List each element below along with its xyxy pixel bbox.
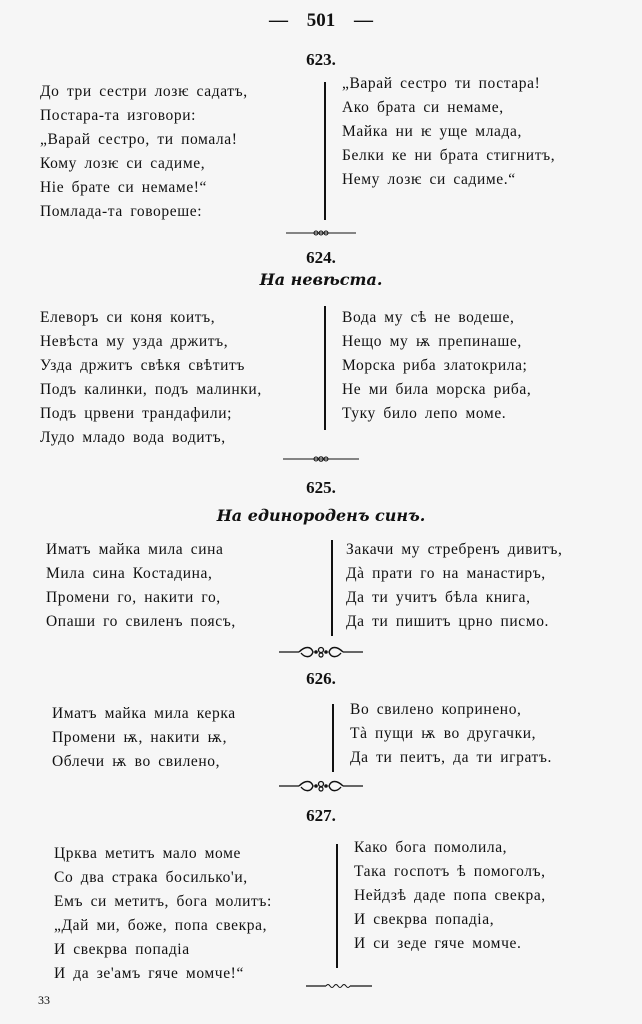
- verse-line: Не ми била морска риба,: [342, 381, 532, 398]
- poem-number: 627.: [306, 806, 336, 825]
- verse-line: Така госпотъ ѣ помоголъ,: [354, 863, 546, 880]
- verse-line: Да ти пишитъ црно писмо.: [346, 613, 550, 630]
- verse-line: Дà прати го на манастиръ,: [346, 565, 546, 582]
- verse-line: Вода му сѣ не водеше,: [342, 309, 515, 326]
- verse-line: Подъ калинки, подъ малинки,: [40, 381, 262, 398]
- poem-623: [0, 50, 642, 70]
- poem-title: На невѣста.: [259, 270, 383, 289]
- verse-line: Мила сина Костадина,: [46, 565, 213, 582]
- column-rule: [324, 82, 326, 220]
- verse-line: Да ти пеитъ, да ти игратъ.: [350, 749, 553, 766]
- ornament-icon: [286, 228, 356, 238]
- poem-624: [0, 248, 642, 289]
- verse-line: Майка ни ѥ уще млада,: [342, 123, 522, 140]
- verse-line: Црква метитъ мало моме: [54, 845, 241, 862]
- verse-line: Закачи му стребренъ дивитъ,: [346, 541, 563, 558]
- stanza-left: [46, 538, 316, 634]
- ornament-icon: [283, 454, 359, 464]
- poem-title: На единороденъ синъ.: [216, 506, 426, 525]
- wavy-rule-icon: [306, 982, 372, 990]
- stanza-right: [350, 698, 630, 770]
- poem-number: 624.: [306, 248, 336, 267]
- ornament-divider: [0, 645, 642, 659]
- verse-line: До три сестри лозѥ садатъ,: [40, 83, 248, 100]
- ornament-divider: [0, 454, 642, 464]
- stanza-right: [342, 72, 622, 192]
- verse-line: Емъ си метитъ, бога молитъ:: [54, 893, 272, 910]
- poem-627: [0, 806, 642, 826]
- stanza-left: [54, 842, 324, 986]
- verse-line: „Дай ми, боже, попа свекра,: [54, 917, 268, 934]
- stanza-right: [346, 538, 626, 634]
- verse-line: Туку било лепо моме.: [342, 405, 507, 422]
- verse-line: Морска риба златокрила;: [342, 357, 528, 374]
- column-rule: [336, 844, 338, 968]
- verse-line: „Варай сестро ти постара!: [342, 75, 541, 92]
- verse-line: И свекрва попадіа: [54, 941, 190, 958]
- verse-line: Тà пущи ѭ во другачки,: [350, 725, 537, 742]
- dash-right: —: [354, 10, 373, 31]
- stanza-right: [354, 836, 634, 956]
- verse-line: Со два страка босилько'и,: [54, 869, 248, 886]
- verse-line: Белки ке ни брата стигнитъ,: [342, 147, 556, 164]
- verse-line: Нейдзѣ даде попа свекра,: [354, 887, 546, 904]
- page-number: 501: [306, 10, 336, 31]
- poem-626: [0, 669, 642, 689]
- dash-left: —: [269, 10, 288, 31]
- verse-line: Како бога помолила,: [354, 839, 508, 856]
- stanza-left: [40, 306, 310, 450]
- stanza-left: [40, 80, 310, 224]
- verse-line: Подъ црвени трандафили;: [40, 405, 233, 422]
- verse-line: Лудо младо вода водитъ,: [40, 429, 226, 446]
- verse-line: Постара-та изговори:: [40, 107, 197, 124]
- verse-line: И да зе'амъ гяче момче!“: [54, 965, 244, 982]
- verse-line: Промени ѭ, накити ѭ,: [52, 729, 228, 746]
- ornament-icon: [279, 645, 363, 659]
- verse-line: Промени го, накити го,: [46, 589, 221, 606]
- column-rule: [324, 306, 326, 430]
- verse-line: Во свилено копринено,: [350, 701, 522, 718]
- page-header: [0, 10, 642, 32]
- verse-line: Узда држитъ свѣкя свѣтитъ: [40, 357, 246, 374]
- verse-line: Да ти учитъ бѣла книга,: [346, 589, 531, 606]
- printer-signature: 33: [38, 993, 50, 1007]
- end-divider: [306, 982, 376, 990]
- poem-number: 625.: [306, 478, 336, 497]
- poem-number: 626.: [306, 669, 336, 688]
- column-rule: [331, 540, 333, 636]
- verse-line: Елеворъ си коня коитъ,: [40, 309, 216, 326]
- verse-line: Невѣста му узда држитъ,: [40, 333, 229, 350]
- verse-line: Нещо му ѭ препинаше,: [342, 333, 522, 350]
- poem-number: 623.: [306, 50, 336, 69]
- verse-line: И свекрва попадіа,: [354, 911, 495, 928]
- verse-line: Иматъ майка мила керка: [52, 705, 236, 722]
- poem-627-body: [0, 839, 642, 982]
- verse-line: „Варай сестро, ти помала!: [40, 131, 238, 148]
- verse-line: Ніе брате си немаме!“: [40, 179, 208, 196]
- verse-line: Нему лозѥ си садиме.“: [342, 171, 516, 188]
- verse-line: Иматъ майка мила сина: [46, 541, 224, 558]
- column-rule: [332, 704, 334, 772]
- ornament-divider: [0, 228, 642, 238]
- poem-625: [0, 478, 642, 525]
- poem-625-body: [0, 538, 642, 638]
- verse-line: Облечи ѭ во свилено,: [52, 753, 221, 770]
- verse-line: И си зеде гяче момче.: [354, 935, 522, 952]
- poem-624-body: [0, 306, 642, 446]
- verse-line: Ако брата си немаме,: [342, 99, 504, 116]
- ornament-icon: [279, 779, 363, 793]
- poem-626-body: [0, 702, 642, 782]
- verse-line: Опаши го свиленъ поясъ,: [46, 613, 236, 630]
- stanza-right: [342, 306, 622, 426]
- verse-line: Помлада-та говореше:: [40, 203, 203, 220]
- stanza-left: [52, 702, 322, 774]
- poem-623-body: [0, 75, 642, 220]
- verse-line: Кому лозѥ си садиме,: [40, 155, 206, 172]
- ornament-divider: [0, 779, 642, 793]
